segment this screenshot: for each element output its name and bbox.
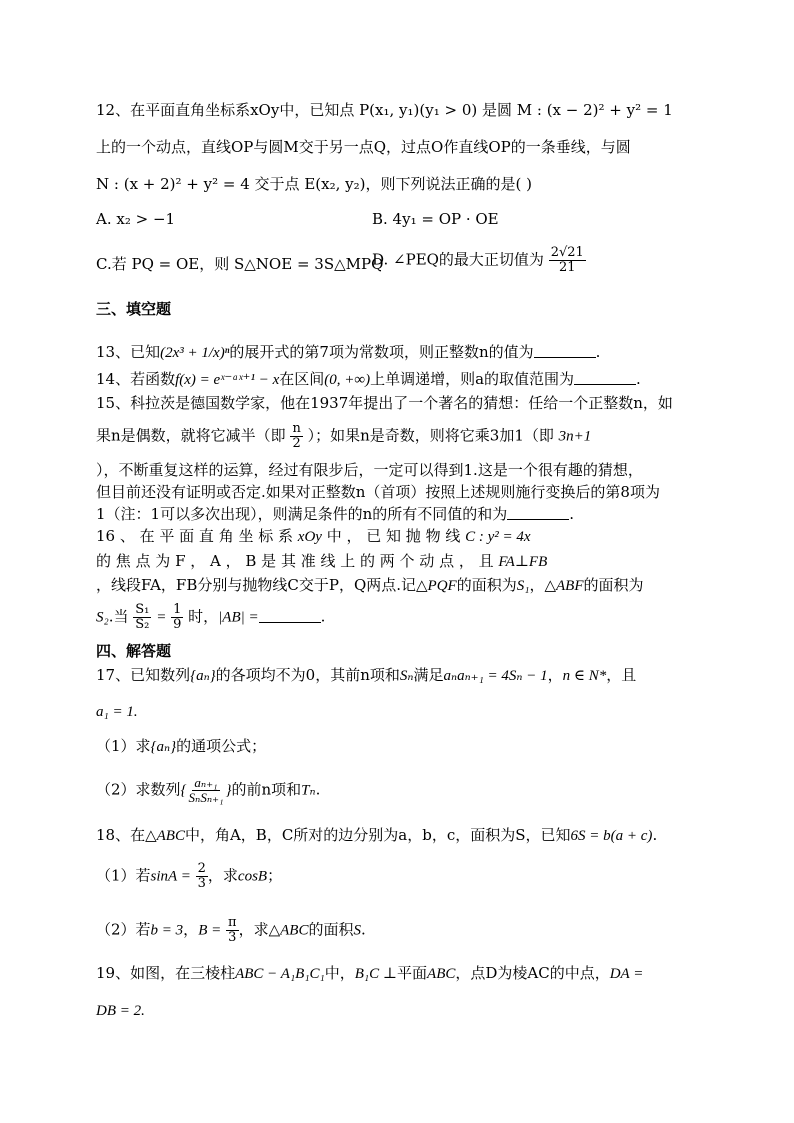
q16-line1d: C : y² = 4x bbox=[465, 529, 531, 545]
q17-line1f: aₙaₙ₊₁ = 4Sₙ − 1 bbox=[443, 668, 548, 684]
q18-line1e: . bbox=[652, 826, 658, 844]
q17-line1h: n ∈ N* bbox=[562, 668, 607, 684]
q17-line1e: 满足 bbox=[413, 666, 444, 684]
q15-line2b: ）；如果n是奇数，则将它乘3加1（即 bbox=[307, 426, 554, 445]
q17-line1c: 的各项均不为0，其前n项和 bbox=[215, 666, 400, 684]
q16-equals: = bbox=[156, 609, 167, 626]
q16-line4e: . bbox=[320, 607, 326, 626]
q15-line5b: . bbox=[569, 505, 575, 523]
q19-line1b: ABC − A₁B₁C₁ bbox=[235, 966, 325, 982]
q18-part1e: ； bbox=[267, 866, 283, 885]
q13 bbox=[96, 341, 600, 364]
q16-line1b: xOy bbox=[297, 529, 322, 545]
fraction-numerator: 2√21 bbox=[550, 245, 584, 260]
q18-line1d: 6S = b(a + c) bbox=[570, 828, 653, 844]
q12-line2: 上的一个动点，直线OP与圆M交于另一点Q，过点O作直线OP的一条垂线，与圆 bbox=[96, 138, 631, 156]
q15-line5a: 1（注：1可以多次出现），则满足条件的n的所有不同值的和为 bbox=[96, 505, 508, 523]
q17-part1b: {aₙ} bbox=[150, 739, 177, 755]
fraction-denominator: 3 bbox=[228, 930, 237, 945]
q18-part1d: cosB bbox=[237, 868, 268, 885]
q16-line4a: S₂ bbox=[96, 609, 109, 626]
q16-line2b: FA⊥FB bbox=[498, 554, 548, 570]
q17-line2: a₁ = 1. bbox=[96, 704, 138, 720]
q14-expr: f(x) = eˣ⁻ᵃˣ⁺¹ − x bbox=[175, 372, 280, 388]
q17-part1a: （1）求 bbox=[96, 737, 151, 755]
q13-answer-blank bbox=[534, 343, 596, 358]
q17-line1 bbox=[96, 664, 636, 687]
q18-part2a: （2）若 bbox=[96, 920, 151, 939]
fraction-denominator: S₂ bbox=[135, 617, 150, 632]
q18-part2-fraction bbox=[226, 916, 239, 945]
q17-part2c: Tₙ bbox=[301, 782, 316, 799]
q17-part2 bbox=[96, 776, 320, 805]
q14-mid: 在区间 bbox=[279, 370, 325, 388]
q15-line3: ），不断重复这样的运算，经过有限步后，一定可以得到1.这是一个很有趣的猜想， bbox=[96, 461, 643, 479]
q15-line5 bbox=[96, 503, 574, 525]
fraction-denominator: 3 bbox=[197, 876, 206, 891]
q19-line1f: ABC bbox=[427, 966, 456, 982]
q12-option-a: A. x₂ > −1 bbox=[96, 210, 176, 228]
q16-line3e: ， bbox=[529, 576, 545, 594]
q14-post: 上单调递增，则a的取值范围为 bbox=[370, 370, 575, 388]
fraction-denominator: 2 bbox=[292, 436, 301, 451]
q13-post: 的展开式的第7项为常数项，则正整数n的值为 bbox=[229, 343, 534, 361]
q14 bbox=[96, 368, 641, 391]
q17-line1a: 17、已知数列 bbox=[96, 666, 191, 684]
q19-line1h: DA = bbox=[609, 966, 644, 982]
q15-answer-blank bbox=[507, 505, 569, 520]
q18-part1 bbox=[96, 862, 282, 891]
brace-open: { bbox=[180, 782, 187, 799]
brace-close: } bbox=[225, 782, 232, 799]
q19-line1e: 平面 bbox=[397, 964, 428, 982]
q17-part2b: 的前n项和 bbox=[231, 780, 302, 799]
q19-line1a: 19、如图，在三棱柱 bbox=[96, 964, 236, 982]
q18-part2f: △ABC bbox=[268, 922, 309, 939]
q16-line1 bbox=[96, 525, 531, 548]
q19-line1 bbox=[96, 962, 643, 985]
section-4-title: 四、解答题 bbox=[96, 642, 172, 660]
q16-left-fraction bbox=[133, 603, 151, 632]
q18-line1a: 18、在 bbox=[96, 826, 146, 844]
q15-line2c: 3n+1 bbox=[558, 428, 592, 445]
q19-line1d: B₁C ⊥ bbox=[354, 966, 398, 982]
q12-option-d bbox=[372, 246, 586, 275]
q17-part2a: （2）求数列 bbox=[96, 780, 181, 799]
q16-line2 bbox=[96, 550, 547, 573]
q14-answer-blank bbox=[574, 370, 636, 385]
q17-part1c: 的通项公式； bbox=[176, 737, 267, 755]
fraction-denominator: SₙSₙ₊₁ bbox=[188, 790, 224, 805]
q17-line1d: Sₙ bbox=[399, 668, 414, 684]
q17-part2d: . bbox=[315, 780, 321, 799]
fraction-numerator: S₁ bbox=[135, 602, 150, 617]
q18-line1 bbox=[96, 824, 657, 847]
fraction-numerator: 2 bbox=[197, 861, 206, 876]
q18-part1-fraction bbox=[196, 862, 208, 891]
q13-pre: 13、已知 bbox=[96, 343, 161, 361]
q19-line1c: 中， bbox=[324, 964, 355, 982]
q14-pre: 14、若函数 bbox=[96, 370, 176, 388]
q16-line4 bbox=[96, 603, 325, 632]
q18-part1c: ，求 bbox=[207, 866, 238, 885]
q18-part2i: . bbox=[360, 920, 366, 939]
section-3-title: 三、填空题 bbox=[96, 300, 172, 318]
q16-line1c: 中 ， 已 知 抛 物 线 bbox=[326, 527, 461, 545]
q18-part2c: ， bbox=[183, 920, 199, 939]
q12-option-b: B. 4y₁ = OP · OE bbox=[372, 210, 499, 228]
q16-line4c: 时， bbox=[188, 607, 219, 626]
q17-fraction bbox=[187, 776, 226, 805]
fraction-numerator: aₙ₊₁ bbox=[194, 775, 218, 790]
q16-line1a: 16 、 在 平 面 直 角 坐 标 系 bbox=[96, 527, 294, 545]
q18-part2h: S bbox=[353, 922, 361, 939]
q16-right-fraction bbox=[171, 603, 183, 632]
q16-line3b: △PQF bbox=[416, 578, 457, 594]
q12-option-d-fraction bbox=[549, 246, 586, 275]
q13-end: . bbox=[595, 343, 601, 361]
q18-line1c: 中，角A，B，C所对的边分别为a，b，c，面积为S，已知 bbox=[184, 826, 571, 844]
q16-line3c: 的面积为 bbox=[456, 576, 517, 594]
q14-end: . bbox=[636, 370, 641, 388]
q16-line4b: .当 bbox=[108, 607, 129, 626]
q17-line1b: {aₙ} bbox=[190, 668, 216, 684]
q15-line1: 15、科拉茨是德国数学家，他在1937年提出了一个著名的猜想：任给一个正整数n，如 bbox=[96, 394, 673, 412]
q18-part1a: （1）若 bbox=[96, 866, 151, 885]
q13-expr: (2x³ + 1/x)ⁿ bbox=[160, 345, 230, 361]
fraction-numerator: 1 bbox=[173, 602, 182, 617]
fraction-denominator: 21 bbox=[559, 260, 576, 275]
q16-line3d: S₁ bbox=[516, 578, 530, 594]
q18-part2 bbox=[96, 916, 366, 945]
q12-line1: 12、在平面直角坐标系xOy中，已知点 P(x₁, y₁)(y₁ > 0) 是圆 M : (x − 2)² + y² = 1 bbox=[96, 101, 673, 119]
q16-answer-blank bbox=[259, 608, 321, 623]
q15-line2 bbox=[96, 422, 591, 451]
q18-part1b: sinA = bbox=[150, 868, 191, 885]
q16-line3g: 的面积为 bbox=[583, 576, 644, 594]
q12-line3: N : (x + 2)² + y² = 4 交于点 E(x₂, y₂)，则下列说法正确的是( ) bbox=[96, 175, 532, 193]
q12-option-c: C.若 PQ = OE，则 S△NOE = 3S△MPQ bbox=[96, 255, 384, 273]
q18-part2e: ，求 bbox=[238, 920, 269, 939]
q18-part2b: b = 3 bbox=[150, 922, 184, 939]
fraction-denominator: 9 bbox=[173, 617, 182, 632]
q17-part1 bbox=[96, 735, 266, 758]
q16-line3 bbox=[96, 574, 644, 597]
q16-line3f: △ABF bbox=[544, 578, 584, 594]
q18-part2d: B = bbox=[198, 922, 222, 939]
q18-part2g: 的面积 bbox=[308, 920, 354, 939]
q15-line2a: 果n是偶数，就将它减半（即 bbox=[96, 426, 286, 445]
q18-line1b: △ABC bbox=[145, 828, 185, 844]
q14-interval: (0, +∞) bbox=[324, 372, 371, 388]
fraction-numerator: n bbox=[292, 421, 301, 436]
q15-fraction bbox=[290, 422, 302, 451]
q16-line3a: ，线段FA，FB分别与抛物线C交于P，Q两点.记 bbox=[96, 576, 417, 594]
q16-line2a: 的 焦 点 为 F ， A ， B 是 其 准 线 上 的 两 个 动 点 ， 且 bbox=[96, 552, 494, 570]
q17-line1g: ， bbox=[547, 666, 563, 684]
q15-line4: 但目前还没有证明或否定.如果对正整数n（首项）按照上述规则施行变换后的第8项为 bbox=[96, 483, 660, 501]
q16-line4d: |AB| = bbox=[218, 609, 259, 626]
q12-option-d-text: D. ∠PEQ的最大正切值为 bbox=[372, 250, 544, 269]
q17-line1i: ，且 bbox=[606, 666, 637, 684]
q19-line2: DB = 2. bbox=[96, 1003, 145, 1019]
q19-line1g: ，点D为棱AC的中点， bbox=[455, 964, 610, 982]
fraction-numerator: π bbox=[228, 915, 237, 930]
